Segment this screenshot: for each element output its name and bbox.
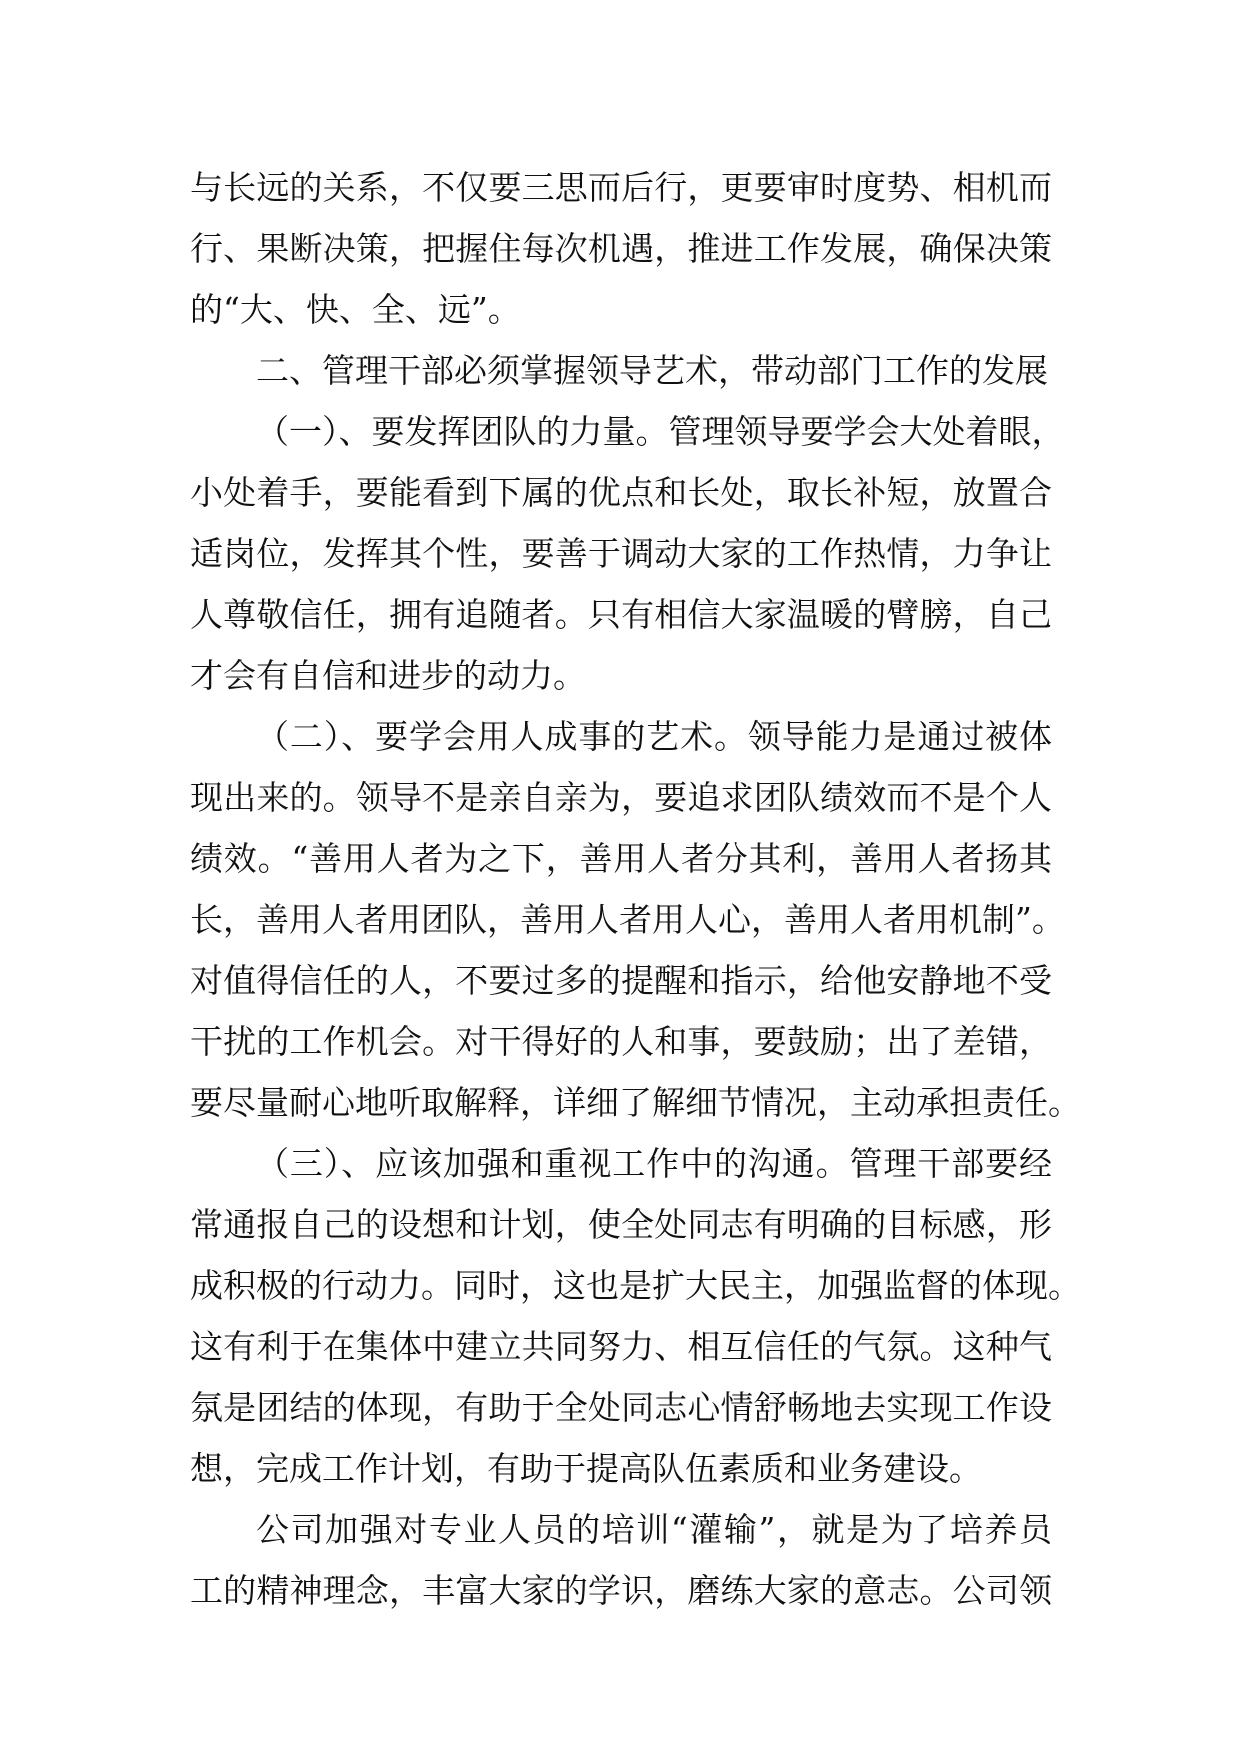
text-line: 现出来的。领导不是亲自亲为，要追求团队绩效而不是个人 xyxy=(190,778,1052,817)
text-line: 绩效。“善用人者为之下，善用人者分其利，善用人者扬其 xyxy=(190,839,1052,878)
text-line: 氛是团结的体现，有助于全处同志心情舒畅地去实现工作设 xyxy=(190,1388,1052,1427)
text-line: 与长远的关系，不仅要三思而后行，更要审时度势、相机而 xyxy=(190,168,1052,207)
text-line: 工的精神理念，丰富大家的学识，磨练大家的意志。公司领 xyxy=(190,1571,1052,1610)
text-line: 二、管理干部必须掌握领导艺术，带动部门工作的发展 xyxy=(256,351,1048,390)
text-line: 对值得信任的人，不要过多的提醒和指示，给他安静地不受 xyxy=(190,961,1052,1000)
text-line: 公司加强对专业人员的培训“灌输”，就是为了培养员 xyxy=(256,1510,1052,1549)
text-line: 才会有自信和进步的动力。 xyxy=(190,656,586,695)
text-line: 想，完成工作计划，有助于提高队伍素质和业务建设。 xyxy=(190,1449,982,1488)
text-line: （一）、要发挥团队的力量。管理领导要学会大处着眼， xyxy=(256,412,1065,451)
text-line: 干扰的工作机会。对干得好的人和事，要鼓励；出了差错， xyxy=(190,1022,1052,1061)
text-line: 人尊敬信任，拥有追随者。只有相信大家温暖的臂膀，自己 xyxy=(190,595,1052,634)
text-line: 常通报自己的设想和计划，使全处同志有明确的目标感，形 xyxy=(190,1205,1052,1244)
text-line: （二）、要学会用人成事的艺术。领导能力是通过被体 xyxy=(256,717,1052,756)
body-text xyxy=(190,157,1081,1621)
text-line: （三）、应该加强和重视工作中的沟通。管理干部要经 xyxy=(256,1144,1052,1183)
text-line: 成积极的行动力。同时，这也是扩大民主，加强监督的体现。 xyxy=(190,1266,1081,1305)
text-line: 要尽量耐心地听取解释，详细了解细节情况，主动承担责任。 xyxy=(190,1083,1081,1122)
text-line: 行、果断决策，把握住每次机遇，推进工作发展，确保决策 xyxy=(190,229,1052,268)
text-line: 的“大、快、全、远”。 xyxy=(190,290,521,329)
text-line: 小处着手，要能看到下属的优点和长处，取长补短，放置合 xyxy=(190,473,1052,512)
text-line: 长，善用人者用团队，善用人者用人心，善用人者用机制”。 xyxy=(190,900,1065,939)
text-line: 适岗位，发挥其个性，要善于调动大家的工作热情，力争让 xyxy=(190,534,1052,573)
text-line: 这有利于在集体中建立共同努力、相互信任的气氛。这种气 xyxy=(190,1327,1052,1366)
